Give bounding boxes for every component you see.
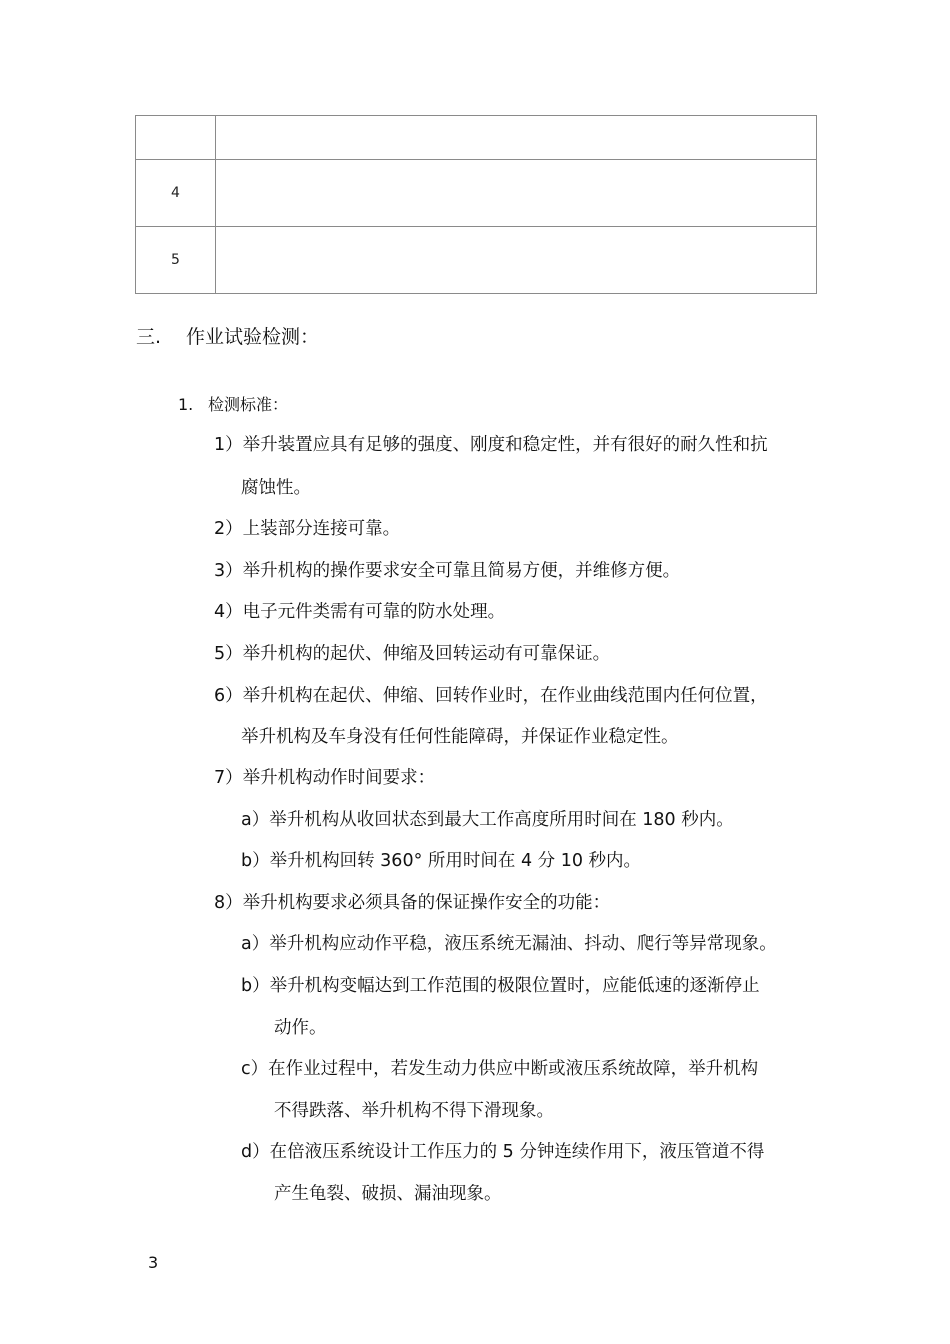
inspection-table: [135, 115, 817, 294]
list-item-continuation: 举升机构及车身没有任何性能障碍，并保证作业稳定性。: [241, 727, 679, 747]
list-item: 5）举升机构的起伏、伸缩及回转运动有可靠保证。: [214, 644, 611, 664]
list-item: 2）上装部分连接可靠。: [214, 519, 401, 539]
list-item-continuation: 腐蚀性。: [241, 478, 311, 498]
sub-list-item-continuation: 不得跌落、举升机构不得下滑现象。: [274, 1101, 554, 1121]
sub-list-item: a）举升机构从收回状态到最大工作高度所用时间在 180 秒内。: [241, 810, 734, 830]
list-item: 6）举升机构在起伏、伸缩、回转作业时，在作业曲线范围内任何位置，: [214, 686, 768, 706]
sub-list-item: c）在作业过程中，若发生动力供应中断或液压系统故障，举升机构: [241, 1059, 759, 1079]
sub-list-item: d）在倍液压系统设计工作压力的 5 分钟连续作用下，液压管道不得: [241, 1142, 765, 1162]
page-number: 3: [148, 1253, 159, 1272]
row-number-cell: 4: [136, 160, 216, 227]
sub-list-item-continuation: 动作。: [274, 1018, 327, 1038]
table-row: [136, 116, 817, 160]
row-content-cell: [216, 160, 817, 227]
subsection-number: 1.: [178, 395, 194, 414]
table-row: [136, 160, 817, 227]
sub-list-item: b）举升机构变幅达到工作范围的极限位置时，应能低速的逐渐停止: [241, 976, 760, 996]
subsection-title: 检测标准：: [208, 395, 289, 414]
section-title: 作业试验检测：: [186, 326, 320, 348]
list-item: 1）举升装置应具有足够的强度、刚度和稳定性，并有很好的耐久性和抗: [214, 435, 768, 455]
table-row: [136, 227, 817, 294]
row-content-cell: [216, 227, 817, 294]
list-item: 8）举升机构要求必须具备的保证操作安全的功能：: [214, 893, 611, 913]
sub-list-item: a）举升机构应动作平稳，液压系统无漏油、抖动、爬行等异常现象。: [241, 934, 777, 954]
section-number: 三.: [136, 326, 162, 348]
row-content-cell: [216, 116, 817, 160]
row-number-cell: 5: [136, 227, 216, 294]
list-item: 4）电子元件类需有可靠的防水处理。: [214, 602, 506, 622]
sub-list-item-continuation: 产生龟裂、破损、漏油现象。: [274, 1184, 502, 1204]
row-number-cell: [136, 116, 216, 160]
sub-list-item: b）举升机构回转 360° 所用时间在 4 分 10 秒内。: [241, 851, 642, 871]
list-item: 7）举升机构动作时间要求：: [214, 768, 436, 788]
list-item: 3）举升机构的操作要求安全可靠且简易方便，并维修方便。: [214, 561, 681, 581]
